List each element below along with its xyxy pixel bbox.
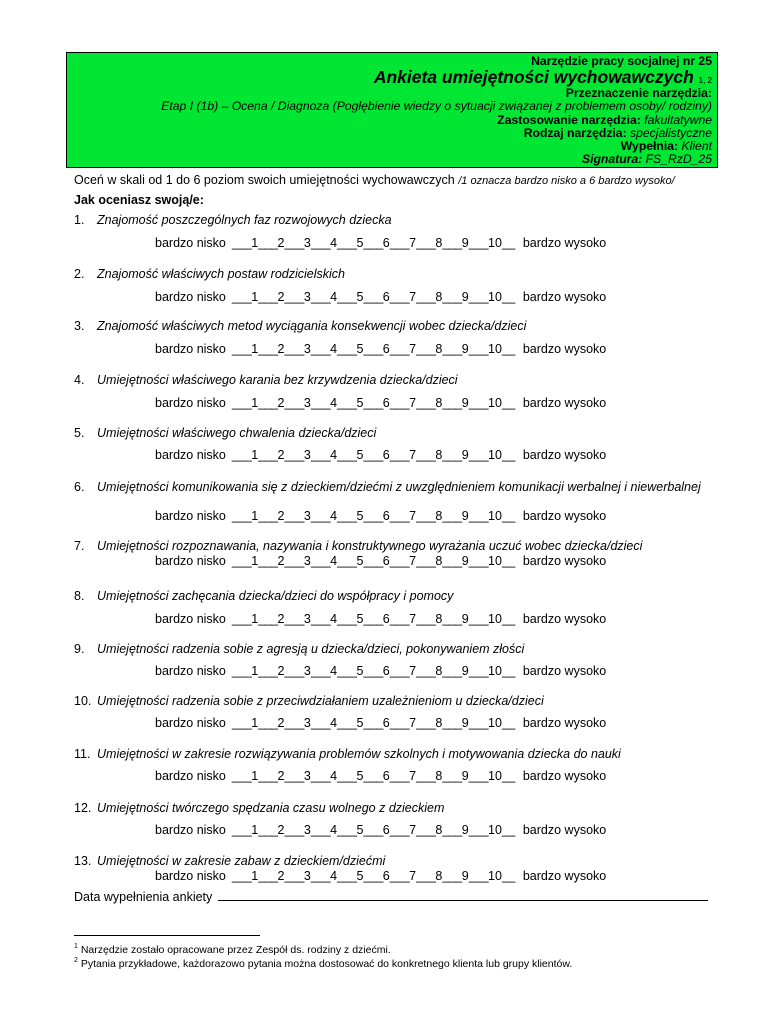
question-text: Znajomość właściwych metod wyciągania konsekwencji wobec dziecka/dzieci: [97, 319, 527, 333]
scale-low-label: bardzo nisko: [155, 716, 226, 730]
scale-option[interactable]: 3: [303, 554, 311, 568]
scale-option[interactable]: 1: [251, 342, 259, 356]
question-text: Umiejętności twórczego spędzania czasu wolnego z dzieckiem: [97, 801, 445, 815]
scale-low-label: bardzo nisko: [155, 396, 226, 410]
question-item: [74, 427, 718, 440]
signature-value: FS_RzD_25: [645, 152, 712, 167]
scale-low-label: bardzo nisko: [155, 869, 226, 883]
question-text: Umiejętności komunikowania się z dzieckiem/dziećmi z uwzględnieniem komunikacji werbalnej i niewerbalnej: [97, 480, 701, 494]
scale-options: ___1___2___3___4___5___6___7___8___9___10__: [231, 290, 515, 304]
document-title: [67, 68, 712, 87]
scale-option[interactable]: 3: [303, 769, 311, 783]
scale-option[interactable]: 9: [461, 612, 469, 626]
scale-low-label: bardzo nisko: [155, 509, 226, 523]
question-item: [74, 374, 718, 387]
scale-option[interactable]: 5: [356, 869, 364, 883]
scale-option[interactable]: 5: [356, 823, 364, 837]
footnote-text: Narzędzie zostało opracowane przez Zespół ds. rodziny z dziećmi.: [80, 944, 391, 956]
question-text: Umiejętności rozpoznawania, nazywania i konstruktywnego wyrażania uczuć wobec dziecka/dzieci: [97, 539, 643, 553]
scale-option[interactable]: 2: [277, 509, 285, 523]
scale-options: ___1___2___3___4___5___6___7___8___9___10__: [231, 509, 515, 523]
scale-option[interactable]: 9: [461, 554, 469, 568]
scale-option[interactable]: 4: [330, 716, 338, 730]
scale-option[interactable]: 3: [303, 716, 311, 730]
footnote-mark: 2: [74, 957, 78, 964]
scale-option[interactable]: 9: [461, 664, 469, 678]
scale-option[interactable]: 4: [330, 823, 338, 837]
scale-option[interactable]: 4: [330, 236, 338, 250]
scale-low-label: bardzo nisko: [155, 342, 226, 356]
scale-option[interactable]: 6: [382, 448, 390, 462]
filled-by-label: Wypełnia:: [620, 139, 679, 154]
scale-option[interactable]: 7: [409, 342, 417, 356]
scale-option[interactable]: 10: [488, 664, 502, 678]
question-number: 1.: [74, 213, 85, 227]
scale-option[interactable]: 8: [435, 448, 443, 462]
scale-option[interactable]: 7: [409, 612, 417, 626]
question-text: Umiejętności właściwego chwalenia dziecka/dzieci: [97, 426, 377, 440]
scale-option[interactable]: 6: [382, 612, 390, 626]
question-item: [74, 481, 718, 494]
scale-option[interactable]: 5: [356, 236, 364, 250]
scale-option[interactable]: 7: [409, 396, 417, 410]
completion-date-row: [74, 889, 708, 904]
rating-scale: [155, 554, 606, 568]
scale-option[interactable]: 6: [382, 664, 390, 678]
rating-scale: [155, 664, 606, 678]
scale-option[interactable]: 3: [303, 869, 311, 883]
scale-option[interactable]: 1: [251, 236, 259, 250]
rating-scale: [155, 769, 606, 783]
type-row: [67, 127, 712, 140]
scale-option[interactable]: 2: [277, 716, 285, 730]
scale-option[interactable]: 7: [409, 716, 417, 730]
scale-option[interactable]: 8: [435, 342, 443, 356]
question-number: 9.: [74, 642, 85, 656]
scale-option[interactable]: 5: [356, 716, 364, 730]
scale-option[interactable]: 2: [277, 554, 285, 568]
scale-options: ___1___2___3___4___5___6___7___8___9___10__: [231, 716, 515, 730]
signature-row: [67, 153, 712, 166]
scale-option[interactable]: 2: [277, 236, 285, 250]
scale-option[interactable]: 7: [409, 664, 417, 678]
scale-option[interactable]: 8: [435, 509, 443, 523]
scale-options: ___1___2___3___4___5___6___7___8___9___10__: [231, 612, 515, 626]
scale-option[interactable]: 9: [461, 396, 469, 410]
tool-header-box: [66, 52, 718, 168]
scale-option[interactable]: 8: [435, 823, 443, 837]
scale-option[interactable]: 5: [356, 396, 364, 410]
question-text: Umiejętności zachęcania dziecka/dzieci do współpracy i pomocy: [97, 589, 454, 603]
scale-option[interactable]: 4: [330, 342, 338, 356]
scale-option[interactable]: 1: [251, 554, 259, 568]
scale-low-label: bardzo nisko: [155, 290, 226, 304]
question-number: 3.: [74, 319, 85, 333]
question-number: 5.: [74, 426, 85, 440]
scale-option[interactable]: 5: [356, 290, 364, 304]
scale-options: ___1___2___3___4___5___6___7___8___9___10__: [231, 236, 515, 250]
question-item: [74, 748, 718, 761]
scale-option[interactable]: 9: [461, 716, 469, 730]
rating-scale: [155, 236, 606, 250]
scale-options: ___1___2___3___4___5___6___7___8___9___10__: [231, 554, 515, 568]
scale-option[interactable]: 9: [461, 236, 469, 250]
type-label: Rodzaj narzędzia:: [523, 125, 627, 140]
question-item: [74, 590, 718, 603]
scale-high-label: bardzo wysoko: [522, 664, 607, 678]
question-number: 12.: [74, 801, 92, 815]
application-value: fakultatywne: [644, 112, 712, 127]
scale-options: ___1___2___3___4___5___6___7___8___9___10__: [231, 396, 515, 410]
rating-prompt: Jak oceniasz swoją/e:: [74, 193, 204, 207]
scale-option[interactable]: 6: [382, 769, 390, 783]
scale-option[interactable]: 1: [251, 290, 259, 304]
scale-option[interactable]: 10: [488, 448, 502, 462]
question-item: [74, 643, 718, 656]
scale-option[interactable]: 9: [461, 769, 469, 783]
question-number: 13.: [74, 854, 92, 868]
scale-option[interactable]: 4: [330, 509, 338, 523]
scale-low-label: bardzo nisko: [155, 554, 226, 568]
scale-options: ___1___2___3___4___5___6___7___8___9___10__: [231, 342, 515, 356]
filled-by-value: Klient: [681, 139, 712, 154]
scale-option[interactable]: 7: [409, 769, 417, 783]
footnote-2: [74, 958, 572, 970]
scale-high-label: bardzo wysoko: [522, 396, 607, 410]
scale-option[interactable]: 4: [330, 869, 338, 883]
scale-low-label: bardzo nisko: [155, 448, 226, 462]
question-number: 8.: [74, 589, 85, 603]
scale-option[interactable]: 5: [356, 509, 364, 523]
scale-high-label: bardzo wysoko: [522, 612, 607, 626]
scale-option[interactable]: 2: [277, 769, 285, 783]
scale-option[interactable]: 2: [277, 342, 285, 356]
scale-option[interactable]: 4: [330, 612, 338, 626]
rating-scale: [155, 612, 606, 626]
scale-option[interactable]: 3: [303, 823, 311, 837]
scale-high-label: bardzo wysoko: [522, 290, 607, 304]
scale-option[interactable]: 1: [251, 716, 259, 730]
question-item: [74, 802, 718, 815]
question-number: 7.: [74, 539, 85, 553]
question-number: 4.: [74, 373, 85, 387]
scale-high-label: bardzo wysoko: [522, 554, 607, 568]
scale-option[interactable]: 2: [277, 664, 285, 678]
question-text: Umiejętności w zakresie rozwiązywania problemów szkolnych i motywowania dziecka do nauki: [97, 747, 621, 761]
scale-option[interactable]: 9: [461, 342, 469, 356]
scale-option[interactable]: 7: [409, 823, 417, 837]
footnote-mark: 1: [74, 943, 78, 950]
scale-option[interactable]: 10: [488, 509, 502, 523]
scale-option[interactable]: 5: [356, 554, 364, 568]
scale-option[interactable]: 1: [251, 823, 259, 837]
scale-option[interactable]: 6: [382, 823, 390, 837]
scale-option[interactable]: 7: [409, 509, 417, 523]
scale-options: ___1___2___3___4___5___6___7___8___9___10__: [231, 823, 515, 837]
question-number: 10.: [74, 694, 92, 708]
scale-option[interactable]: 3: [303, 612, 311, 626]
scale-option[interactable]: 5: [356, 612, 364, 626]
scale-option[interactable]: 6: [382, 342, 390, 356]
scale-option[interactable]: 7: [409, 290, 417, 304]
completion-date-label: Data wypełnienia ankiety: [74, 890, 213, 904]
scale-option[interactable]: 5: [356, 448, 364, 462]
scale-option[interactable]: 2: [277, 823, 285, 837]
footnote-text: Pytania przykładowe, każdorazowo pytania można dostosować do konkretnego klienta lub grupy klientów.: [80, 958, 573, 970]
type-value: specjalistyczne: [630, 125, 712, 140]
scale-option[interactable]: 6: [382, 716, 390, 730]
scale-option[interactable]: 8: [435, 612, 443, 626]
completion-date-field[interactable]: [218, 889, 708, 901]
scale-option[interactable]: 9: [461, 869, 469, 883]
rating-scale: [155, 716, 606, 730]
scale-option[interactable]: 3: [303, 509, 311, 523]
scale-option[interactable]: 6: [382, 554, 390, 568]
tool-number: Narzędzie pracy socjalnej nr 25: [531, 54, 712, 68]
scale-option[interactable]: 4: [330, 396, 338, 410]
application-label: Zastosowanie narzędzia:: [497, 112, 641, 127]
scale-high-label: bardzo wysoko: [522, 769, 607, 783]
question-text: Znajomość właściwych postaw rodzicielskich: [97, 267, 345, 281]
scale-low-label: bardzo nisko: [155, 612, 226, 626]
scale-option[interactable]: 10: [488, 396, 502, 410]
scale-low-label: bardzo nisko: [155, 236, 226, 250]
scale-low-label: bardzo nisko: [155, 769, 226, 783]
scale-option[interactable]: 3: [303, 396, 311, 410]
scale-option[interactable]: 8: [435, 290, 443, 304]
rating-scale: [155, 509, 606, 523]
scale-option[interactable]: 4: [330, 664, 338, 678]
scale-low-label: bardzo nisko: [155, 823, 226, 837]
purpose-value: Etap I (1b) – Ocena / Diagnoza (Pogłębienie wiedzy o sytuacji związanej z problemem osoby/ rodziny): [161, 99, 712, 114]
question-item: [74, 320, 718, 333]
scale-options: ___1___2___3___4___5___6___7___8___9___10__: [231, 448, 515, 462]
scale-option[interactable]: 1: [251, 448, 259, 462]
scale-options: ___1___2___3___4___5___6___7___8___9___10__: [231, 769, 515, 783]
scale-high-label: bardzo wysoko: [522, 869, 607, 883]
scale-high-label: bardzo wysoko: [522, 448, 607, 462]
question-item: [74, 214, 718, 227]
purpose-label: Przeznaczenie narzędzia:: [565, 86, 712, 101]
scale-option[interactable]: 4: [330, 290, 338, 304]
scale-option[interactable]: 1: [251, 612, 259, 626]
scale-option[interactable]: 1: [251, 664, 259, 678]
scale-option[interactable]: 3: [303, 664, 311, 678]
scale-option[interactable]: 9: [461, 509, 469, 523]
scale-option[interactable]: 8: [435, 396, 443, 410]
scale-high-label: bardzo wysoko: [522, 823, 607, 837]
scale-option[interactable]: 9: [461, 290, 469, 304]
rating-scale: [155, 448, 606, 462]
scale-option[interactable]: 1: [251, 396, 259, 410]
scale-option[interactable]: 10: [488, 290, 502, 304]
scale-option[interactable]: 10: [488, 769, 502, 783]
question-text: Umiejętności w zakresie zabaw z dzieckiem/dziećmi: [97, 854, 386, 868]
scale-option[interactable]: 2: [277, 290, 285, 304]
scale-option[interactable]: 2: [277, 869, 285, 883]
scale-option[interactable]: 1: [251, 509, 259, 523]
scale-high-label: bardzo wysoko: [522, 509, 607, 523]
scale-options: ___1___2___3___4___5___6___7___8___9___10__: [231, 664, 515, 678]
scale-option[interactable]: 2: [277, 612, 285, 626]
scale-option[interactable]: 9: [461, 823, 469, 837]
scale-option[interactable]: 6: [382, 396, 390, 410]
scale-option[interactable]: 8: [435, 664, 443, 678]
question-item: [74, 540, 718, 553]
scale-option[interactable]: 10: [488, 554, 502, 568]
scale-option[interactable]: 3: [303, 236, 311, 250]
question-text: Umiejętności właściwego karania bez krzywdzenia dziecka/dzieci: [97, 373, 458, 387]
scale-option[interactable]: 5: [356, 342, 364, 356]
question-item: [74, 695, 718, 708]
scale-option[interactable]: 5: [356, 769, 364, 783]
scale-option[interactable]: 8: [435, 769, 443, 783]
scale-option[interactable]: 2: [277, 396, 285, 410]
question-text: Znajomość poszczególnych faz rozwojowych dziecka: [97, 213, 392, 227]
scale-options: ___1___2___3___4___5___6___7___8___9___10__: [231, 869, 515, 883]
question-text: Umiejętności radzenia sobie z przeciwdziałaniem uzależnieniom u dziecka/dzieci: [97, 694, 544, 708]
title-footnote-refs: 1, 2: [698, 76, 712, 86]
instructions: [74, 173, 675, 187]
scale-option[interactable]: 10: [488, 342, 502, 356]
scale-option[interactable]: 10: [488, 716, 502, 730]
rating-scale: [155, 396, 606, 410]
scale-option[interactable]: 3: [303, 342, 311, 356]
scale-high-label: bardzo wysoko: [522, 236, 607, 250]
scale-option[interactable]: 4: [330, 769, 338, 783]
scale-option[interactable]: 10: [488, 236, 502, 250]
scale-option[interactable]: 7: [409, 448, 417, 462]
scale-option[interactable]: 8: [435, 869, 443, 883]
scale-option[interactable]: 1: [251, 769, 259, 783]
scale-low-label: bardzo nisko: [155, 664, 226, 678]
scale-option[interactable]: 10: [488, 612, 502, 626]
rating-scale: [155, 342, 606, 356]
scale-option[interactable]: 10: [488, 869, 502, 883]
footnote-divider: [74, 935, 260, 936]
scale-option[interactable]: 4: [330, 448, 338, 462]
scale-option[interactable]: 2: [277, 448, 285, 462]
scale-option[interactable]: 5: [356, 664, 364, 678]
scale-option[interactable]: 8: [435, 236, 443, 250]
question-number: 2.: [74, 267, 85, 281]
title-text: Ankieta umiejętności wychowawczych: [373, 67, 694, 88]
rating-scale: [155, 290, 606, 304]
scale-option[interactable]: 1: [251, 869, 259, 883]
rating-scale: [155, 869, 606, 883]
scale-option[interactable]: 7: [409, 236, 417, 250]
scale-high-label: bardzo wysoko: [522, 716, 607, 730]
scale-option[interactable]: 6: [382, 290, 390, 304]
scale-option[interactable]: 3: [303, 448, 311, 462]
scale-option[interactable]: 8: [435, 716, 443, 730]
scale-option[interactable]: 6: [382, 509, 390, 523]
rating-scale: [155, 823, 606, 837]
question-text: Umiejętności radzenia sobie z agresją u dziecka/dzieci, pokonywaniem złości: [97, 642, 525, 656]
scale-option[interactable]: 10: [488, 823, 502, 837]
scale-option[interactable]: 9: [461, 448, 469, 462]
scale-option[interactable]: 8: [435, 554, 443, 568]
scale-high-label: bardzo wysoko: [522, 342, 607, 356]
footnote-1: [74, 944, 391, 956]
scale-option[interactable]: 7: [409, 554, 417, 568]
scale-option[interactable]: 6: [382, 869, 390, 883]
question-item: [74, 268, 718, 281]
scale-option[interactable]: 6: [382, 236, 390, 250]
instructions-note: /1 oznacza bardzo nisko a 6 bardzo wysoko/: [458, 175, 675, 187]
question-number: 6.: [74, 480, 85, 494]
scale-option[interactable]: 4: [330, 554, 338, 568]
signature-label: Signatura:: [581, 152, 643, 167]
scale-option[interactable]: 7: [409, 869, 417, 883]
question-number: 11.: [74, 747, 91, 761]
scale-option[interactable]: 3: [303, 290, 311, 304]
question-item: [74, 855, 718, 868]
instructions-text: Oceń w skali od 1 do 6 poziom swoich umiejętności wychowawczych: [74, 173, 455, 187]
